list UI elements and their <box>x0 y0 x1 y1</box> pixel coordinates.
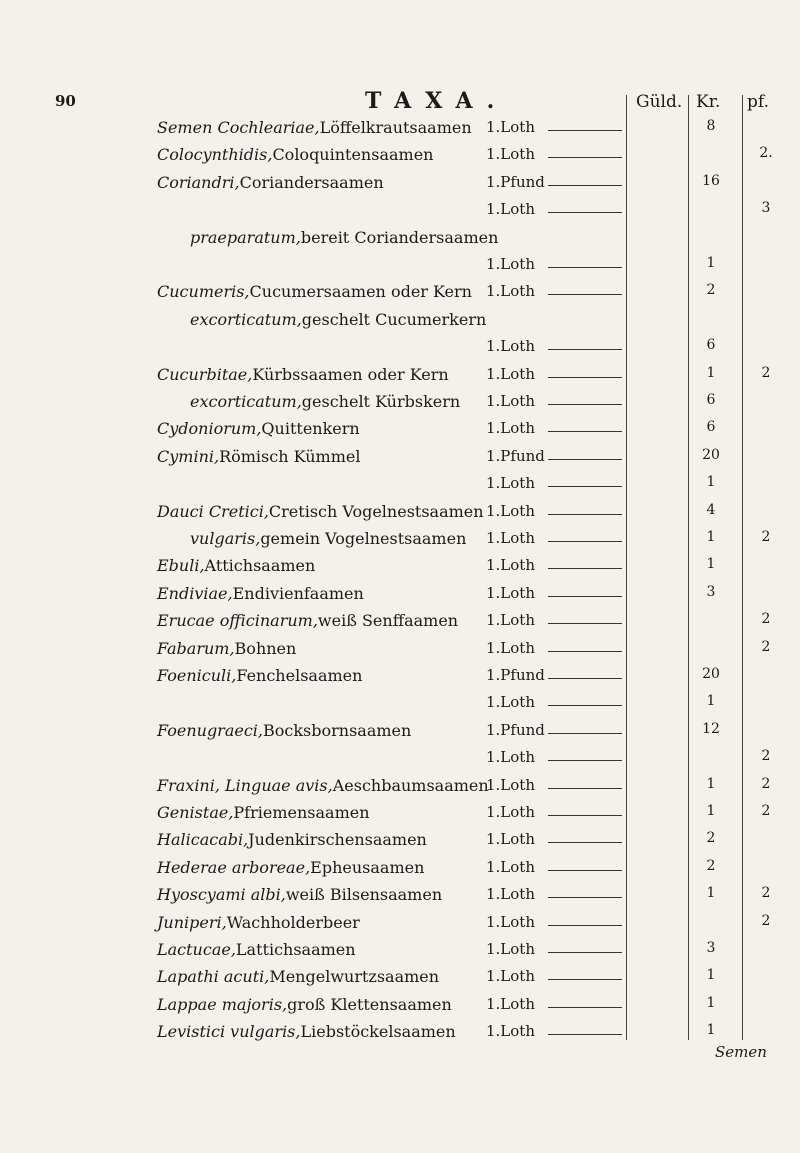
leader-line <box>548 459 622 460</box>
german-name: geschelt Kürbskern <box>301 392 461 411</box>
latin-name: Genistae, <box>157 803 234 822</box>
latin-name: Semen Cochleariae, <box>157 118 320 137</box>
quantity: 1.Loth <box>486 803 535 821</box>
entry-name <box>157 447 360 466</box>
quantity: 1.Loth <box>486 639 535 657</box>
latin-name: Colocynthidis, <box>157 145 273 164</box>
quantity: 1.Pfund <box>486 666 545 684</box>
table-row <box>0 228 800 252</box>
entry-name <box>157 118 472 137</box>
table-row <box>0 885 800 909</box>
pfennig-value: 2 <box>761 639 771 655</box>
pfennig-value: 2 <box>761 365 771 381</box>
latin-name: Foenugraeci, <box>157 721 263 740</box>
german-name: Aeschbaumsaamen <box>332 776 489 795</box>
kreuzer-value: 6 <box>706 337 716 353</box>
kreuzer-value: 2 <box>706 830 716 846</box>
table-row <box>0 502 800 526</box>
table-row <box>0 803 800 827</box>
kreuzer-value: 1 <box>706 803 716 819</box>
entry-name <box>157 776 489 795</box>
kreuzer-value: 1 <box>706 693 716 709</box>
quantity: 1.Loth <box>486 858 535 876</box>
leader-line <box>548 1034 622 1035</box>
table-row <box>0 940 800 964</box>
latin-name: Halicacabi, <box>157 830 249 849</box>
table-row <box>0 200 800 224</box>
german-name: Cucumersaamen oder Kern <box>249 282 472 301</box>
table-row <box>0 611 800 635</box>
entry-name <box>157 830 427 849</box>
kreuzer-value: 1 <box>706 776 716 792</box>
kreuzer-value: 6 <box>706 419 716 435</box>
leader-line <box>548 157 622 158</box>
page-title: TAXA. <box>365 88 509 114</box>
german-name: Bocksbornsaamen <box>263 721 412 740</box>
entry-name <box>157 721 411 740</box>
entry-name <box>157 611 458 630</box>
kreuzer-value: 1 <box>706 885 716 901</box>
entry-name <box>157 913 360 932</box>
table-row <box>0 858 800 882</box>
quantity: 1.Pfund <box>486 447 545 465</box>
entry-name <box>157 282 472 301</box>
kreuzer-value: 8 <box>706 118 716 134</box>
kreuzer-value: 1 <box>706 255 716 271</box>
table-row <box>0 967 800 991</box>
quantity: 1.Loth <box>486 145 535 163</box>
table-row <box>0 639 800 663</box>
german-name: Coriandersaamen <box>239 173 384 192</box>
table-row <box>0 118 800 142</box>
leader-line <box>548 377 622 378</box>
latin-name: Fraxini, Linguae avis, <box>157 776 333 795</box>
german-name: Wachholderbeer <box>226 913 360 932</box>
entry-name <box>190 310 486 329</box>
leader-line <box>548 788 622 789</box>
german-name: Epheusaamen <box>310 858 425 877</box>
entry-name <box>157 995 452 1014</box>
entry-name <box>157 419 360 438</box>
leader-line <box>548 842 622 843</box>
table-row <box>0 529 800 553</box>
german-name: Endivienfaamen <box>232 584 364 603</box>
leader-line <box>548 404 622 405</box>
quantity: 1.Loth <box>486 830 535 848</box>
kreuzer-value: 6 <box>706 392 716 408</box>
quantity: 1.Loth <box>486 255 535 273</box>
table-row <box>0 419 800 443</box>
quantity: 1.Loth <box>486 474 535 492</box>
quantity: 1.Loth <box>486 365 535 383</box>
kreuzer-value: 3 <box>706 584 716 600</box>
pfennig-value: 3 <box>761 200 771 216</box>
table-row <box>0 392 800 416</box>
leader-line <box>548 349 622 350</box>
latin-name: Dauci Cretici, <box>157 502 269 521</box>
quantity: 1.Loth <box>486 1022 535 1040</box>
table-row <box>0 995 800 1019</box>
entry-name <box>190 392 460 411</box>
table-row <box>0 474 800 498</box>
header-kreuzer: Kr. <box>696 92 721 112</box>
leader-line <box>548 952 622 953</box>
quantity: 1.Loth <box>486 611 535 629</box>
table-row <box>0 255 800 279</box>
german-name: groß Klettensaamen <box>287 995 452 1014</box>
leader-line <box>548 733 622 734</box>
entry-name <box>157 1022 456 1041</box>
header-pfennig: pf. <box>747 92 769 112</box>
german-name: Löffelkrautsaamen <box>319 118 472 137</box>
leader-line <box>548 1007 622 1008</box>
german-name: Pfriemensaamen <box>233 803 370 822</box>
leader-line <box>548 486 622 487</box>
leader-line <box>548 568 622 569</box>
pfennig-value: 2 <box>761 885 771 901</box>
entry-name <box>157 173 384 192</box>
quantity: 1.Loth <box>486 995 535 1013</box>
german-name: Bohnen <box>234 639 297 658</box>
table-row <box>0 1022 800 1046</box>
kreuzer-value: 1 <box>706 967 716 983</box>
german-name: weiß Senffaamen <box>317 611 459 630</box>
quantity: 1.Pfund <box>486 721 545 739</box>
kreuzer-value: 1 <box>706 1022 716 1038</box>
kreuzer-value: 1 <box>706 365 716 381</box>
leader-line <box>548 760 622 761</box>
quantity: 1.Loth <box>486 584 535 602</box>
entry-name <box>157 885 442 904</box>
table-row <box>0 556 800 580</box>
entry-name <box>157 940 356 959</box>
entry-name <box>190 529 466 548</box>
leader-line <box>548 651 622 652</box>
kreuzer-value: 1 <box>706 556 716 572</box>
table-row <box>0 365 800 389</box>
table-row <box>0 447 800 471</box>
german-name: Judenkirschensaamen <box>248 830 427 849</box>
kreuzer-value: 4 <box>706 502 716 518</box>
quantity: 1.Loth <box>486 748 535 766</box>
entry-name <box>157 556 315 575</box>
quantity: 1.Loth <box>486 392 535 410</box>
quantity: 1.Loth <box>486 502 535 520</box>
latin-name: Cydoniorum, <box>157 419 262 438</box>
german-name: Mengelwurtzsaamen <box>269 967 440 986</box>
latin-name: vulgaris, <box>190 529 261 548</box>
header-gulden: Güld. <box>636 92 683 112</box>
german-name: Attichsaamen <box>204 556 316 575</box>
kreuzer-value: 16 <box>702 173 720 189</box>
leader-line <box>548 897 622 898</box>
latin-name: Ebuli, <box>157 556 205 575</box>
latin-name: Hederae arboreae, <box>157 858 311 877</box>
pfennig-value: 2 <box>761 611 771 627</box>
page-number: 90 <box>55 92 76 110</box>
catchword: Semen <box>715 1043 767 1061</box>
pfennig-value: 2. <box>759 145 773 161</box>
quantity: 1.Loth <box>486 118 535 136</box>
leader-line <box>548 623 622 624</box>
quantity: 1.Loth <box>486 693 535 711</box>
leader-line <box>548 514 622 515</box>
table-row <box>0 666 800 690</box>
quantity: 1.Loth <box>486 200 535 218</box>
leader-line <box>548 979 622 980</box>
leader-line <box>548 212 622 213</box>
table-row <box>0 693 800 717</box>
table-row <box>0 173 800 197</box>
entry-name <box>190 228 498 247</box>
latin-name: Fabarum, <box>157 639 235 658</box>
entry-name <box>157 145 433 164</box>
table-row <box>0 310 800 334</box>
german-name: gemein Vogelnestsaamen <box>260 529 467 548</box>
kreuzer-value: 20 <box>702 666 720 682</box>
entry-name <box>157 639 296 658</box>
latin-name: Hyoscyami albi, <box>157 885 286 904</box>
quantity: 1.Loth <box>486 337 535 355</box>
latin-name: praeparatum, <box>190 228 301 247</box>
pfennig-value: 2 <box>761 748 771 764</box>
table-row <box>0 776 800 800</box>
entry-name <box>157 584 364 603</box>
leader-line <box>548 870 622 871</box>
pfennig-value: 2 <box>761 529 771 545</box>
latin-name: Lappae majoris, <box>157 995 288 1014</box>
latin-name: Levistici vulgaris, <box>157 1022 301 1041</box>
german-name: Lattichsaamen <box>235 940 356 959</box>
entry-name <box>157 803 370 822</box>
latin-name: Coriandri, <box>157 173 240 192</box>
quantity: 1.Loth <box>486 282 535 300</box>
leader-line <box>548 130 622 131</box>
german-name: Coloquintensaamen <box>272 145 434 164</box>
leader-line <box>548 541 622 542</box>
entry-name <box>157 858 424 877</box>
german-name: Quittenkern <box>261 419 360 438</box>
german-name: geschelt Cucumerkern <box>301 310 487 329</box>
quantity: 1.Loth <box>486 419 535 437</box>
latin-name: excorticatum, <box>190 310 302 329</box>
german-name: bereit Coriandersaamen <box>300 228 499 247</box>
entry-name <box>157 666 362 685</box>
german-name: Liebstöckelsaamen <box>300 1022 456 1041</box>
leader-line <box>548 678 622 679</box>
table-row <box>0 748 800 772</box>
german-name: Fenchelsaamen <box>236 666 363 685</box>
leader-line <box>548 267 622 268</box>
quantity: 1.Pfund <box>486 173 545 191</box>
latin-name: Erucae officinarum, <box>157 611 318 630</box>
quantity: 1.Loth <box>486 940 535 958</box>
table-row <box>0 282 800 306</box>
kreuzer-value: 20 <box>702 447 720 463</box>
latin-name: excorticatum, <box>190 392 302 411</box>
table-row <box>0 721 800 745</box>
quantity: 1.Loth <box>486 885 535 903</box>
kreuzer-value: 12 <box>702 721 720 737</box>
quantity: 1.Loth <box>486 529 535 547</box>
latin-name: Cymini, <box>157 447 220 466</box>
pfennig-value: 2 <box>761 913 771 929</box>
german-name: Cretisch Vogelnestsaamen <box>268 502 484 521</box>
entry-name <box>157 502 484 521</box>
latin-name: Endiviae, <box>157 584 233 603</box>
kreuzer-value: 2 <box>706 282 716 298</box>
leader-line <box>548 705 622 706</box>
quantity: 1.Loth <box>486 776 535 794</box>
table-row <box>0 337 800 361</box>
kreuzer-value: 2 <box>706 858 716 874</box>
german-name: Römisch Kümmel <box>219 447 361 466</box>
kreuzer-value: 3 <box>706 940 716 956</box>
table-row <box>0 830 800 854</box>
kreuzer-value: 1 <box>706 995 716 1011</box>
pfennig-value: 2 <box>761 776 771 792</box>
entry-name <box>157 365 449 384</box>
quantity: 1.Loth <box>486 913 535 931</box>
table-row <box>0 145 800 169</box>
latin-name: Lapathi acuti, <box>157 967 270 986</box>
leader-line <box>548 925 622 926</box>
table-row <box>0 584 800 608</box>
pfennig-value: 2 <box>761 803 771 819</box>
table-row <box>0 913 800 937</box>
quantity: 1.Loth <box>486 967 535 985</box>
german-name: Kürbssaamen oder Kern <box>252 365 449 384</box>
latin-name: Cucumeris, <box>157 282 250 301</box>
kreuzer-value: 1 <box>706 474 716 490</box>
leader-line <box>548 431 622 432</box>
kreuzer-value: 1 <box>706 529 716 545</box>
leader-line <box>548 815 622 816</box>
leader-line <box>548 185 622 186</box>
latin-name: Juniperi, <box>157 913 227 932</box>
quantity: 1.Loth <box>486 556 535 574</box>
latin-name: Cucurbitae, <box>157 365 253 384</box>
latin-name: Lactucae, <box>157 940 236 959</box>
latin-name: Foeniculi, <box>157 666 237 685</box>
entry-name <box>157 967 439 986</box>
german-name: weiß Bilsensaamen <box>285 885 443 904</box>
leader-line <box>548 294 622 295</box>
leader-line <box>548 596 622 597</box>
